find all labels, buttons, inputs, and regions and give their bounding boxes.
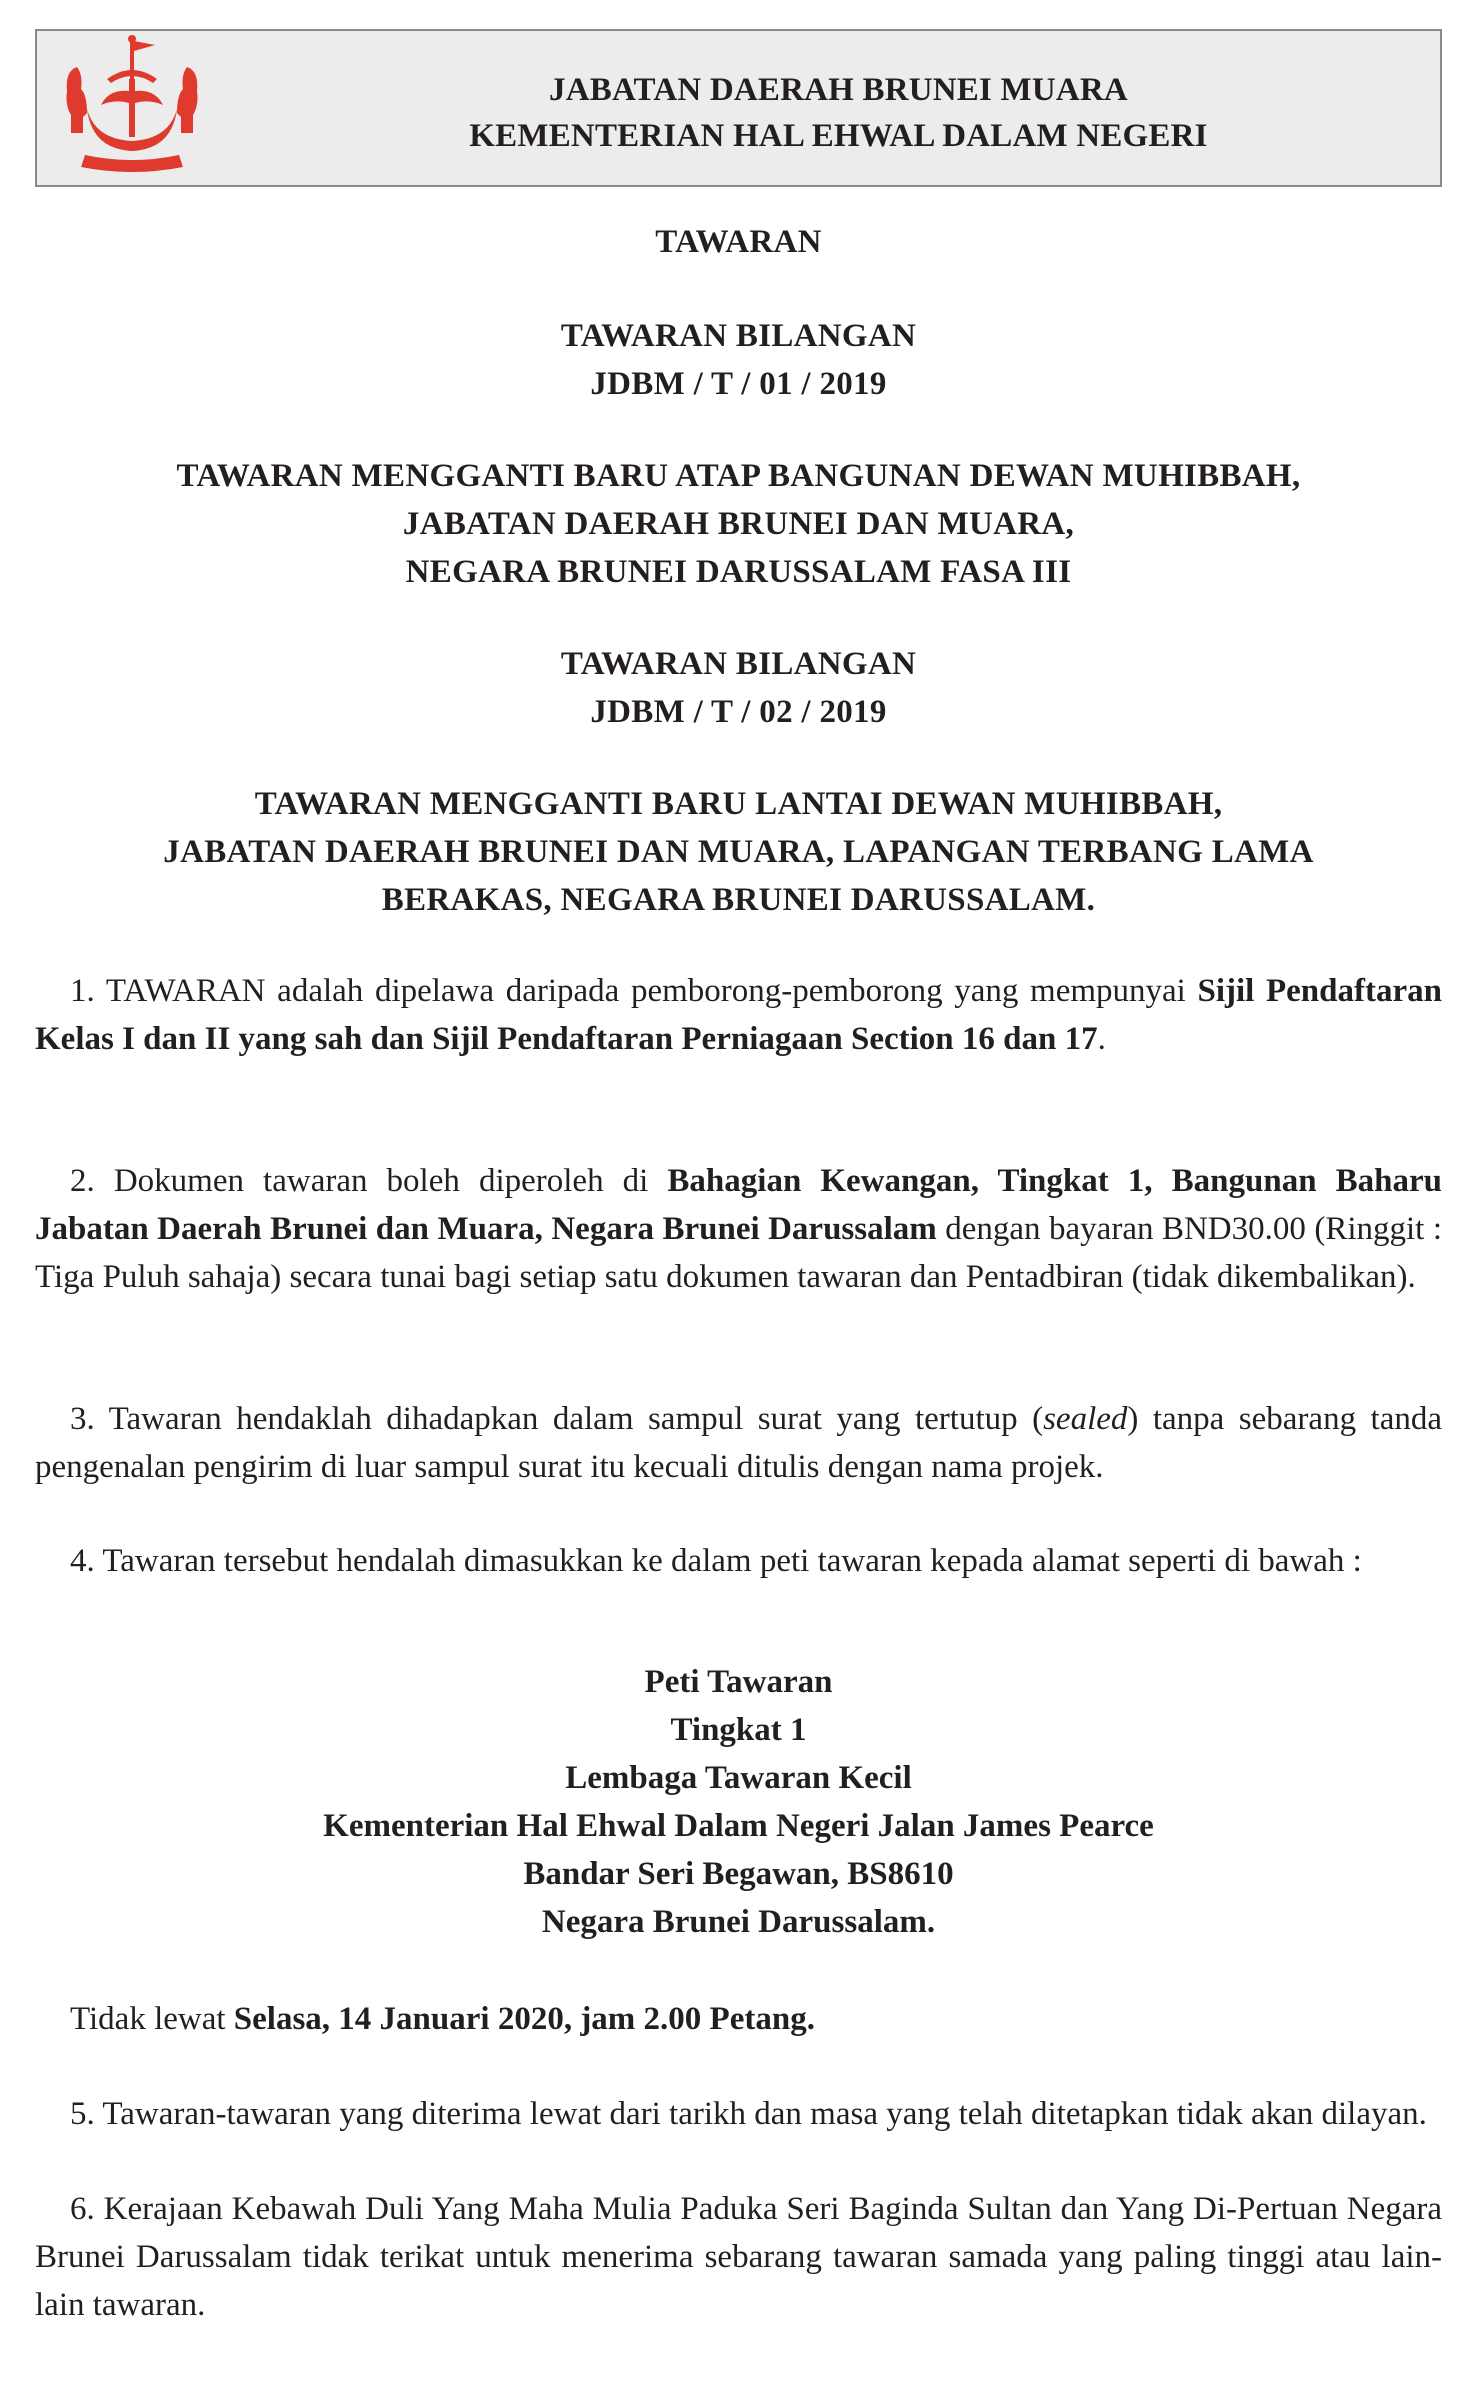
tender2-header <box>35 640 1442 736</box>
paragraph-3-lead: 3. Tawaran hendaklah dihadapkan dalam sampul surat yang tertutup ( <box>70 1401 1044 1437</box>
deadline-lead: Tidak lewat <box>70 2001 234 2037</box>
department-name: JABATAN DAERAH BRUNEI MUARA <box>549 72 1128 108</box>
tender1-number: JDBM / T / 01 / 2019 <box>590 366 887 402</box>
address-line: Negara Brunei Darussalam. <box>541 1904 936 1940</box>
submission-deadline <box>70 1995 1370 2043</box>
tender2-title <box>35 780 1442 924</box>
tender2-title-line: JABATAN DAERAH BRUNEI DAN MUARA, LAPANGAN TERBANG LAMA <box>163 834 1314 870</box>
paragraph-1-tail: . <box>1097 1021 1106 1057</box>
tender2-number: JDBM / T / 02 / 2019 <box>590 694 887 730</box>
paragraph-2-tail: dengan bayaran BND30.00 (Ringgit : Tiga Puluh sahaja) secara tunai bagi setiap satu dokumen tawaran dan Pentadbiran (tidak dikembalikan). <box>35 1211 1442 1295</box>
deadline-date: Selasa, 14 Januari 2020, jam 2.00 Petang. <box>233 2001 815 2037</box>
paragraph-1 <box>35 967 1442 1063</box>
paragraph-3-tail: ) tanpa sebarang tanda pengenalan pengirim di luar sampul surat itu kecuali ditulis dengan nama projek. <box>35 1401 1442 1485</box>
tender1-title-line: NEGARA BRUNEI DARUSSALAM FASA III <box>405 554 1072 590</box>
address-line: Lembaga Tawaran Kecil <box>565 1760 912 1796</box>
paragraph-2-bold: Bahagian Kewangan, Tingkat 1, Bangunan Baharu Jabatan Daerah Brunei dan Muara, Negara Brunei Darussalam <box>35 1163 1442 1247</box>
address-line: Bandar Seri Begawan, BS8610 <box>523 1856 954 1892</box>
paragraph-2 <box>35 1157 1442 1301</box>
tender2-title-line: BERAKAS, NEGARA BRUNEI DARUSSALAM. <box>381 882 1096 918</box>
address-line: Peti Tawaran <box>644 1664 833 1700</box>
address-line: Kementerian Hal Ehwal Dalam Negeri Jalan James Pearce <box>323 1808 1154 1844</box>
paragraph-2-lead: 2. Dokumen tawaran boleh diperoleh di <box>70 1163 668 1199</box>
notice-title: TAWARAN <box>655 224 822 260</box>
tender-box-address <box>35 1658 1442 1946</box>
paragraph-1-bold: Sijil Pendaftaran Kelas I dan II yang sah dan Sijil Pendaftaran Perniagaan Section 16 dan 17 <box>35 973 1442 1057</box>
address-line: Tingkat 1 <box>670 1712 807 1748</box>
paragraph-6-text: 6. Kerajaan Kebawah Duli Yang Maha Mulia Paduka Seri Baginda Sultan dan Yang Di-Pertuan Negara Brunei Darussalam tidak terikat untuk menerima sebarang tawaran samada yang paling tinggi atau lain-lain tawaran. <box>35 2191 1442 2323</box>
ministry-name: KEMENTERIAN HAL EHWAL DALAM NEGERI <box>469 118 1208 154</box>
paragraph-4-text: 4. Tawaran tersebut hendalah dimasukkan ke dalam peti tawaran kepada alamat seperti di bawah : <box>70 1543 1362 1579</box>
tender1-header <box>35 312 1442 408</box>
paragraph-5-text: 5. Tawaran-tawaran yang diterima lewat dari tarikh dan masa yang telah ditetapkan tidak akan dilayan. <box>70 2096 1427 2132</box>
paragraph-5 <box>35 2090 1442 2138</box>
tender1-title-line: JABATAN DAERAH BRUNEI DAN MUARA, <box>402 506 1075 542</box>
paragraph-4 <box>35 1537 1442 1585</box>
brunei-crest-icon <box>57 31 207 181</box>
paragraph-1-lead: 1. TAWARAN adalah dipelawa daripada pemborong-pemborong yang mempunyai <box>70 973 1198 1009</box>
tender1-title <box>35 452 1442 596</box>
tender2-title-line: TAWARAN MENGGANTI BARU LANTAI DEWAN MUHIBBAH, <box>254 786 1223 822</box>
paragraph-3 <box>35 1395 1442 1491</box>
tender1-title-line: TAWARAN MENGGANTI BARU ATAP BANGUNAN DEWAN MUHIBBAH, <box>176 458 1301 494</box>
tender1-label: TAWARAN BILANGAN <box>560 318 917 354</box>
header-box <box>35 29 1442 187</box>
tender2-label: TAWARAN BILANGAN <box>560 646 917 682</box>
paragraph-3-italic: sealed <box>1043 1401 1128 1437</box>
header-titles <box>267 67 1410 159</box>
paragraph-6 <box>35 2185 1442 2329</box>
